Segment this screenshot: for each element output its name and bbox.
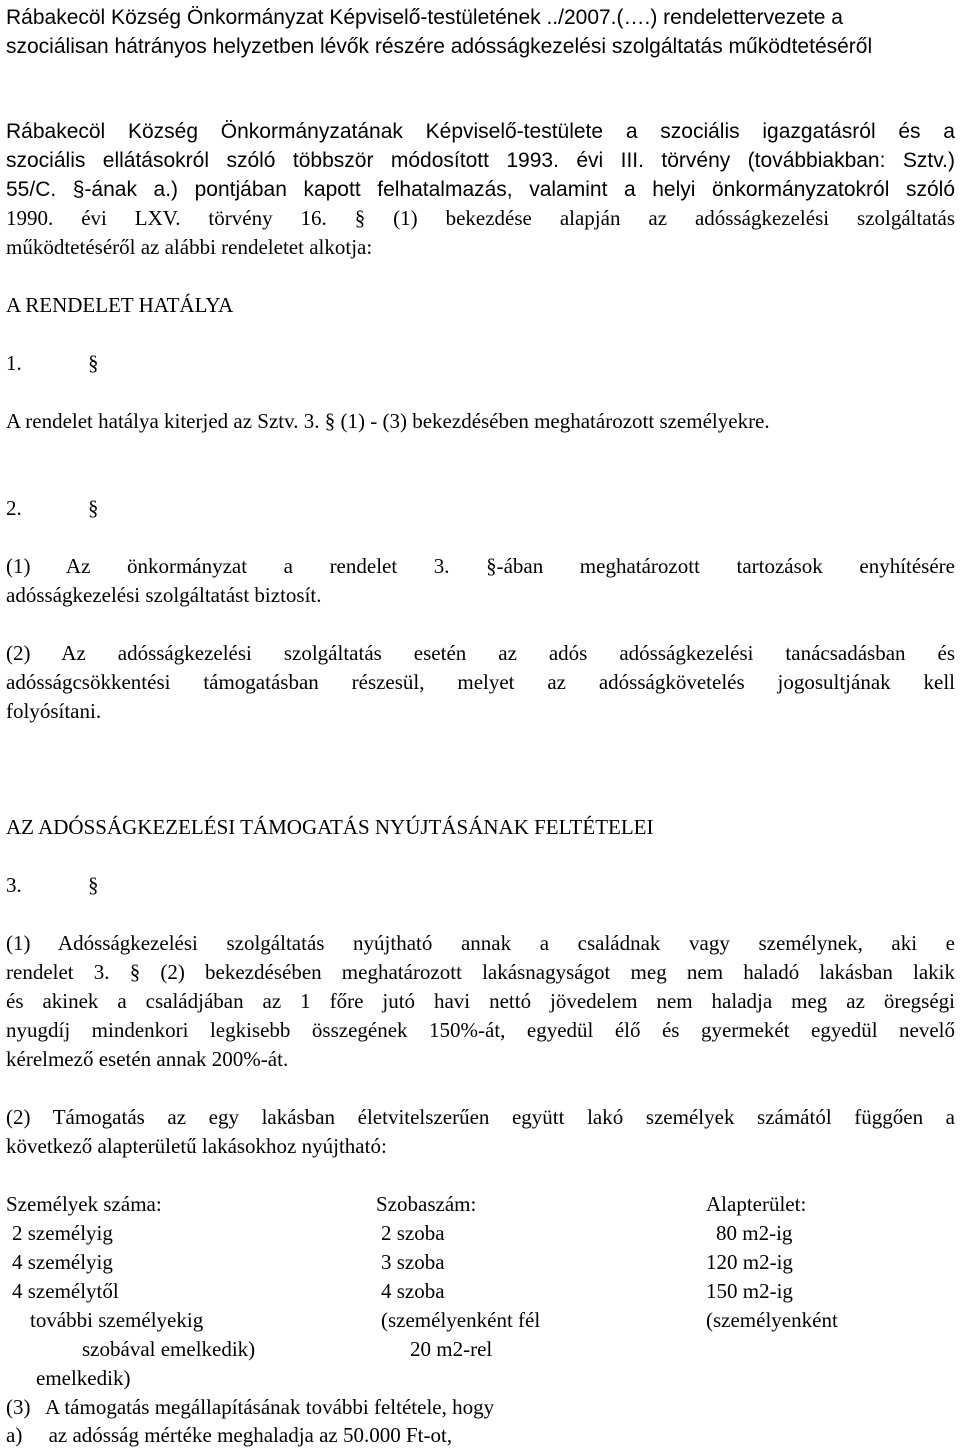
- table-cell: 120 m2-ig: [706, 1250, 793, 1274]
- section-3-symbol: §: [88, 873, 99, 897]
- section-1-text: A rendelet hatálya kiterjed az Sztv. 3. § (1) - (3) bekezdésében meghatározott személyekre.: [6, 409, 770, 433]
- preamble-line-1: Rábakecöl Község Önkormányzatának Képviselő-testülete a szociális igazgatásról és a: [6, 120, 955, 143]
- header-title-part2: ….) rendelettervezete a: [623, 6, 843, 29]
- table-cell: emelkedik): [36, 1366, 131, 1390]
- section-2-para-2-line-3: folyósítani.: [6, 699, 102, 723]
- section-3-para-1-line-3: és akinek a családjában az 1 főre jutó havi nettó jövedelem nem haladja meg az öregségi: [6, 989, 955, 1013]
- section-3-para-1-line-4: nyugdíj mindenkori legkisebb összegének 150%-át, egyedül élő és gyermekét egyedül nevelő: [6, 1018, 955, 1042]
- table-cell: 4 szoba: [381, 1279, 445, 1303]
- section-2-number: 2.: [6, 496, 22, 520]
- table-cell: 2 szoba: [381, 1221, 445, 1245]
- table-header-persons: Személyek száma:: [6, 1192, 162, 1216]
- table-cell: 20 m2-rel: [410, 1337, 493, 1361]
- table-cell: (személyenként: [706, 1308, 838, 1332]
- section-3-para-1-line-1: (1) Adósságkezelési szolgáltatás nyújtható annak a családnak vagy személynek, aki e: [6, 931, 955, 955]
- section-3-para-3: (3) A támogatás megállapításának további feltétele, hogy: [6, 1395, 495, 1419]
- table-cell: 3 szoba: [381, 1250, 445, 1274]
- preamble-line-2: szociális ellátásokról szóló többször módosított 1993. évi III. törvény (továbbiakban: Sztv.): [6, 149, 955, 172]
- section-3-number: 3.: [6, 873, 22, 897]
- section-3-para-2-line-2: következő alapterületű lakásokhoz nyújtható:: [6, 1134, 387, 1158]
- table-cell: (személyenként fél: [381, 1308, 541, 1332]
- table-header-area: Alapterület:: [706, 1192, 807, 1216]
- table-cell: 2 személyig: [12, 1221, 113, 1245]
- section-2-para-2-line-2: adósságcsökkentési támogatásban részesül, melyet az adósságkövetelés jogosultjának kell: [6, 670, 955, 694]
- section-1-number: 1.: [6, 351, 22, 375]
- preamble-line-3: 55/C. §-ának a.) pontjában kapott felhatalmazás, valamint a helyi önkormányzatokról szóló: [6, 178, 955, 201]
- table-cell: szobával emelkedik): [82, 1337, 256, 1361]
- section-heading-feltetelei: AZ ADÓSSÁGKEZELÉSI TÁMOGATÁS NYÚJTÁSÁNAK FELTÉTELEI: [6, 815, 654, 839]
- section-2-para-1-line-1: (1) Az önkormányzat a rendelet 3. §-ában meghatározott tartozások enyhítésére: [6, 554, 955, 578]
- section-3-para-1-line-5: kérelmező esetén annak 200%-át.: [6, 1047, 289, 1071]
- section-2-para-2-line-1: (2) Az adósságkezelési szolgáltatás esetén az adós adósságkezelési tanácsadásban és: [6, 641, 955, 665]
- table-cell: 80 m2-ig: [716, 1221, 793, 1245]
- section-1-symbol: §: [88, 351, 99, 375]
- section-heading-hataly: A RENDELET HATÁLYA: [6, 293, 234, 317]
- table-cell: 4 személytől: [12, 1279, 119, 1303]
- table-header-rooms: Szobaszám:: [376, 1192, 477, 1216]
- section-2-para-1-line-2: adósságkezelési szolgáltatást biztosít.: [6, 583, 322, 607]
- preamble-line-5: működtetéséről az alábbi rendeletet alkotja:: [6, 235, 373, 259]
- section-2-symbol: §: [88, 496, 99, 520]
- section-3-para-1-line-2: rendelet 3. § (2) bekezdésében meghatározott lakásnagyságot meg nem haladó lakásban lakik: [6, 960, 955, 984]
- section-3-point-a: a) az adósság mértéke meghaladja az 50.000 Ft-ot,: [6, 1423, 453, 1447]
- table-cell: 150 m2-ig: [706, 1279, 793, 1303]
- header-line-1: [6, 3, 843, 32]
- section-3-para-2-line-1: (2) Támogatás az egy lakásban életvitelszerűen együtt lakó személyek számától függően a: [6, 1105, 955, 1129]
- preamble-line-4: 1990. évi LXV. törvény 16. § (1) bekezdése alapján az adósságkezelési szolgáltatás: [6, 206, 955, 230]
- header-line-2: szociálisan hátrányos helyzetben lévők részére adósságkezelési szolgáltatás működtetéséről: [6, 35, 873, 58]
- table-cell: 4 személyig: [12, 1250, 113, 1274]
- header-title-part1: Rábakecöl Község Önkormányzat Képviselő-testületének ../2007.(: [6, 6, 624, 29]
- table-cell: további személyekig: [30, 1308, 204, 1332]
